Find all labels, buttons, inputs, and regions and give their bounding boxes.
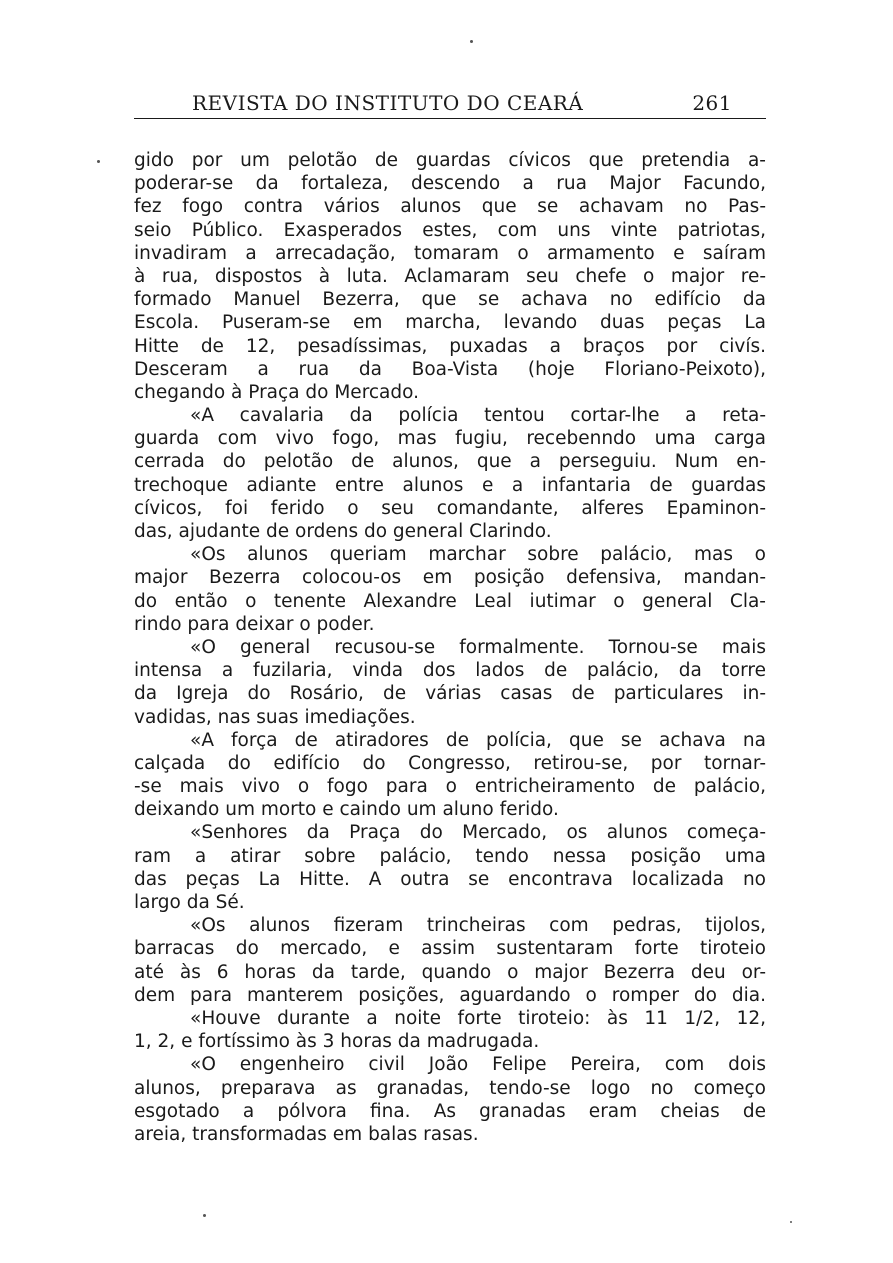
text-line: das peças La Hitte. A outra se encontrava localizada no [134, 868, 766, 890]
text-line: formado Manuel Bezerra, que se achava no edifício da [134, 289, 766, 311]
text-line: «A força de atiradores de polícia, que se achava na [190, 729, 766, 751]
text-line: -se mais vivo o fogo para o entricheiramento de palácio, [134, 776, 766, 798]
header-rule [134, 118, 766, 119]
text-line: deixando um morto e caindo um aluno ferido. [134, 799, 559, 821]
text-line: «Os alunos fizeram trincheiras com pedras, tijolos, [190, 915, 766, 937]
text-line: ram a atirar sobre palácio, tendo nessa posição uma [134, 845, 766, 867]
text-line: esgotado a pólvora fina. As granadas eram cheias de [134, 1100, 766, 1122]
text-line: «A cavalaria da polícia tentou cortar-lhe a reta- [190, 405, 766, 427]
text-line: vadidas, nas suas imediações. [134, 706, 416, 728]
text-line: «Senhores da Praça do Mercado, os alunos começa- [190, 822, 766, 844]
text-line: chegando à Praça do Mercado. [134, 381, 420, 403]
text-line: trechoque adiante entre alunos e a infantaria de guardas [134, 474, 766, 496]
print-speck [203, 1214, 206, 1217]
text-line: Escola. Puseram-se em marcha, levando duas peças La [134, 312, 766, 334]
text-line: 1, 2, e fortíssimo às 3 horas da madrugada. [134, 1031, 540, 1053]
text-line: alunos, preparava as granadas, tendo-se logo no começo [134, 1077, 766, 1099]
text-line: dem para manterem posições, aguardando o romper do dia. [134, 984, 766, 1006]
text-line: fez fogo contra vários alunos que se achavam no Pas- [134, 196, 766, 218]
text-line: do então o tenente Alexandre Leal iutimar o general Cla- [134, 590, 766, 612]
text-line: major Bezerra colocou-os em posição defensiva, mandan- [134, 567, 766, 589]
text-line: «Houve durante a noite forte tiroteio: às 11 1/2, 12, [190, 1007, 766, 1029]
text-line: calçada do edifício do Congresso, retirou-se, por tornar- [134, 752, 766, 774]
text-line: cerrada do pelotão de alunos, que a perseguiu. Num en- [134, 451, 766, 473]
text-line: cívicos, foi ferido o seu comandante, alferes Epaminon- [134, 497, 766, 519]
text-line: guarda com vivo fogo, mas fugiu, recebenndo uma carga [134, 428, 766, 450]
print-speck [470, 40, 473, 43]
text-line: da Igreja do Rosário, de várias casas de particulares in- [134, 683, 766, 705]
text-line: poderar-se da fortaleza, descendo a rua Major Facundo, [134, 173, 766, 195]
text-line: à rua, dispostos à luta. Aclamaram seu chefe o major re- [134, 265, 766, 287]
print-speck [97, 160, 100, 163]
text-line: gido por um pelotão de guardas cívicos que pretendia a- [134, 150, 766, 171]
text-line: «O general recusou-se formalmente. Tornou-se mais [190, 636, 766, 658]
text-line: das, ajudante de ordens do general Clarindo. [134, 521, 552, 542]
print-speck [790, 1221, 792, 1223]
text-line: rindo para deixar o poder. [134, 613, 375, 635]
body-text [134, 149, 766, 1146]
text-line: areia, transformadas em balas rasas. [134, 1123, 479, 1145]
text-line: «O engenheiro civil João Felipe Pereira, com dois [190, 1054, 766, 1076]
text-line: seio Público. Exasperados estes, com uns vinte patriotas, [134, 219, 766, 241]
text-line: Hitte de 12, pesadíssimas, puxadas a braços por civís. [134, 335, 766, 357]
text-line: até às 6 horas da tarde, quando o major Bezerra deu or- [134, 961, 766, 983]
text-line: intensa a fuzilaria, vinda dos lados de palácio, da torre [134, 660, 766, 682]
text-line: «Os alunos queriam marchar sobre palácio, mas o [190, 544, 766, 566]
running-title: REVISTA DO INSTITUTO DO CEARÁ [192, 91, 584, 115]
text-line: Desceram a rua da Boa-Vista (hoje Floriano-Peixoto), [134, 358, 766, 380]
running-head [134, 87, 766, 119]
text-line: barracas do mercado, e assim sustentaram forte tiroteio [134, 938, 766, 960]
text-line: invadiram a arrecadação, tomaram o armamento e saíram [134, 242, 766, 264]
page-number: 261 [692, 91, 732, 115]
text-line: largo da Sé. [134, 892, 245, 913]
